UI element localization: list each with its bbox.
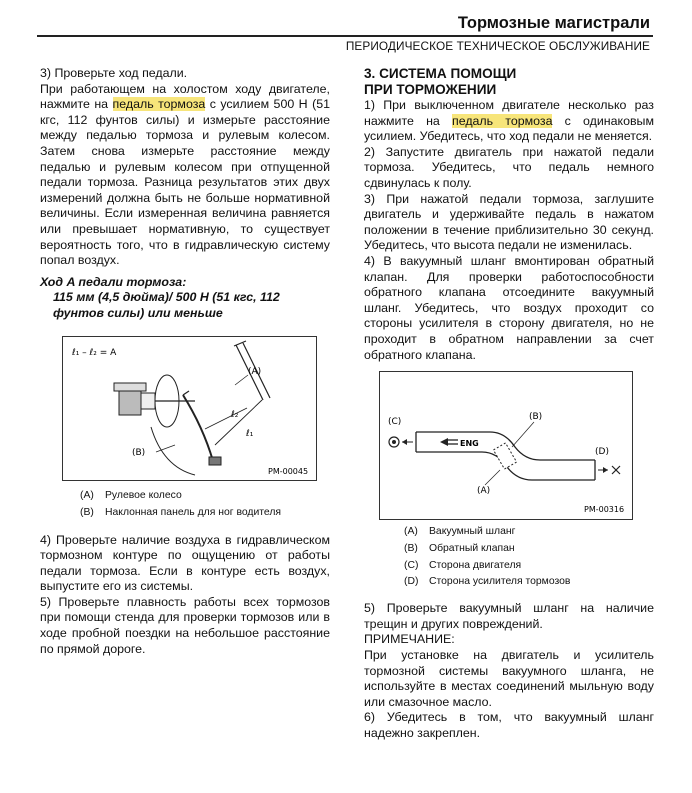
legend-key: (A) [404, 526, 418, 538]
booster-step-5: 5) Проверьте вакуумный шланг на наличие трещин и других повреждений. [364, 601, 654, 631]
page-subtitle: ПЕРИОДИЧЕСКОЕ ТЕХНИЧЕСКОЕ ОБСЛУЖИВАНИЕ [345, 39, 650, 53]
legend-key: (B) [80, 506, 94, 518]
booster-step-2: 2) Запустите двигатель при нажатой педали тормоза. Убедитесь, что педаль немного сдвинулась к полу. [364, 144, 654, 190]
eng-label: ENG [460, 439, 479, 449]
legend-text: Рулевое колесо [105, 489, 182, 501]
page-title: Тормозные магистрали [457, 14, 650, 32]
pedal-legend [80, 487, 330, 521]
left-column [40, 66, 330, 657]
legend-item [404, 574, 654, 591]
step-4-text: 4) Проверьте наличие воздуха в гидравлическом тормозном контуре по ощущению от работы педали тормоза. Если в контуре есть воздух, выпустите его из системы. [40, 532, 330, 594]
step-5-text: 5) Проверьте плавность работы всех тормозов при помощи стенда для проверки тормозов или в ходе пробной поездки на небольшое расстояние по прямой дороге. [40, 594, 330, 656]
label-l2: ℓ₂ [231, 409, 239, 420]
label-b: (B) [529, 412, 543, 423]
legend-text: Обратный клапан [429, 542, 515, 554]
label-a: (A) [477, 486, 491, 497]
highlight-brake-pedal: педаль тормоза [451, 113, 553, 128]
pedal-figure [62, 336, 317, 481]
booster-step-6: 6) Убедитесь в том, что вакуумный шланг надежно закреплен. [364, 710, 654, 741]
legend-item [404, 541, 654, 558]
label-l1: ℓ₁ [246, 428, 254, 439]
highlight-brake-pedal: педаль тормоза [112, 97, 206, 112]
note-title: ПРИМЕЧАНИЕ: [364, 632, 455, 647]
right-column [364, 66, 654, 742]
note-text: При установке на двигатель и усилитель тормозной системы вакуумного шланга, не используйте в местах соединений мыльную воду или смазочное масло. [364, 648, 654, 709]
booster-step-1-b: с одинаковым усилием. Убедитесь, что ход педали не меняется. [364, 113, 654, 144]
section-title [364, 66, 654, 98]
booster-step-4: 4) В вакуумный шланг вмонтирован обратный клапан. Для проверки работоспособности обратного клапана отсоедините вакуумный шланг. Убедитесь, что воздух проходит со стороны усилителя в сторону двигателя, но не проходит в обратном направлении за счет обратного клапана. [364, 253, 654, 362]
legend-item [80, 487, 330, 504]
booster-step-1-a: 1) При выключенном двигателе несколько раз нажмите на [364, 98, 654, 128]
label-a: (A) [248, 366, 262, 377]
booster-step-1 [364, 98, 654, 145]
legend-text: Вакуумный шланг [429, 526, 516, 538]
legend-key: (D) [404, 576, 419, 588]
step-3-text-a: При работающем на холостом ходу двигателе, нажмите на [40, 81, 330, 112]
booster-step-3: 3) При нажатой педали тормоза, заглушите двигатель и удерживайте педаль в нажатом положении в течение приблизительно 30 секунд. Убедитесь, что высота педали не изменилась. [364, 191, 654, 253]
legend-item [404, 558, 654, 575]
section-title-line-1: 3. СИСТЕМА ПОМОЩИ [364, 66, 517, 81]
figure-code: PM-00316 [584, 505, 625, 515]
spec-title: Ход A педали тормоза: [40, 274, 187, 289]
figure-code: PM-00045 [268, 466, 309, 476]
header-rule [37, 35, 653, 37]
spec-value: 115 мм (4,5 дюйма)/ 500 Н (51 кгс, 112 фунтов силы) или меньше [53, 290, 280, 320]
section-title-line-2: ПРИ ТОРМОЖЕНИИ [364, 82, 497, 97]
legend-item [80, 504, 330, 521]
legend-text: Сторона двигателя [429, 559, 522, 571]
legend-text: Сторона усилителя тормозов [429, 576, 571, 588]
legend-key: (A) [80, 489, 94, 501]
legend-item [404, 524, 654, 541]
vacuum-hose-diagram [380, 372, 632, 519]
pedal-formula: ℓ₁ – ℓ₂ = A [72, 347, 117, 358]
pedal-diagram [63, 337, 316, 480]
vacuum-hose-figure [379, 371, 633, 520]
legend-key: (B) [404, 542, 418, 554]
step-3-text-b: с усилием 500 Н (51 кгс, 112 фунтов силы) и измерьте расстояние между педалью тормоза и рулевым колесом. Затем снова измерьте расстояние между педалью и рулевым колесом при отпущенной педали тормоза. Разница результатов этих двух измерений должна быть не больше нормативной величины. Если измеренная величина равняется или превышает нормативную, то существует вероятность того, что в гидравлическую систему попал воздух. [40, 97, 330, 268]
legend-text: Наклонная панель для ног водителя [105, 506, 282, 518]
vacuum-legend [404, 524, 654, 591]
step-3-heading: 3) Проверьте ход педали. [40, 66, 188, 80]
step-3-text [40, 82, 330, 269]
legend-key: (C) [404, 559, 419, 571]
label-d: (D) [595, 447, 609, 458]
label-b: (B) [132, 447, 146, 458]
label-c: (C) [388, 417, 402, 428]
